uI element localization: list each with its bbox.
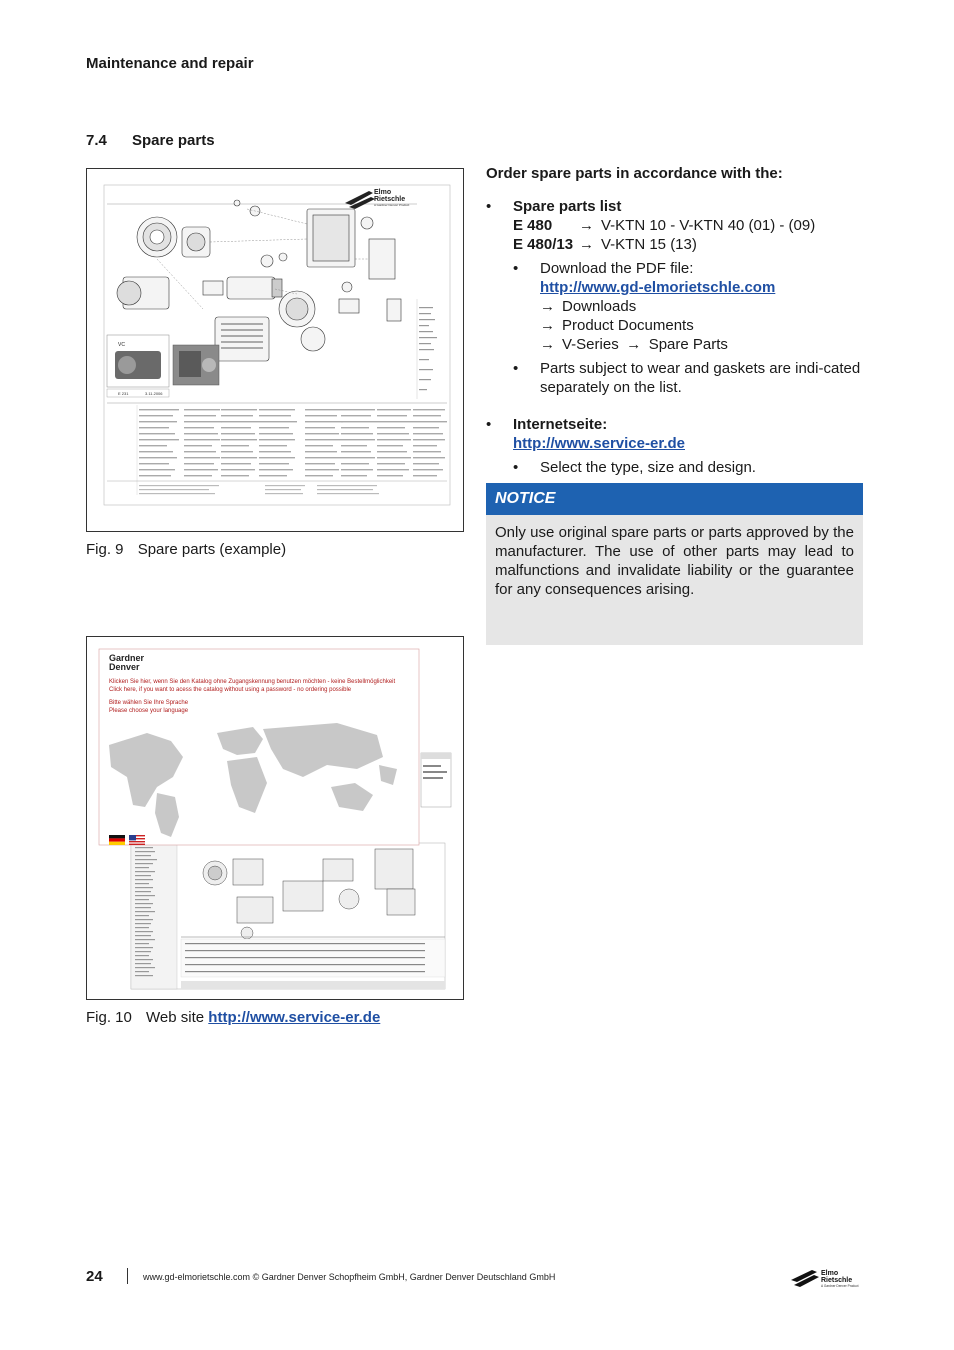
- arrow-right-icon: →: [540, 298, 555, 315]
- footer-site: www.gd-elmorietschle.com: [143, 1272, 251, 1282]
- spare-parts-list-item: [486, 197, 864, 397]
- order-intro: Order spare parts in accordance with the:: [486, 165, 783, 182]
- footer-copyright: © Gardner Denver Schopfheim GmbH, Gardner Denver Deutschland GmbH: [252, 1272, 556, 1282]
- service-er-link[interactable]: http://www.service-er.de: [513, 435, 685, 452]
- order-instructions: [486, 164, 864, 477]
- notice-body: Only use original spare parts or parts approved by the manufacturer. The use of other parts may lead to malfunctions and invalidate liability or the guarantee for any consequences arising.: [495, 524, 854, 598]
- section-heading: [86, 132, 215, 149]
- path-step: → V-Series → Spare Parts: [540, 336, 728, 353]
- svg-text:Rietschle: Rietschle: [374, 196, 406, 203]
- language-line-en: Please choose your language: [109, 708, 189, 714]
- path-step: → Product Documents: [540, 317, 694, 334]
- download-item: • Download the PDF file: http://www.gd-elmorietschle.com → Downloads → Product Documents → V-Series → Spare Parts: [513, 259, 864, 354]
- arrow-right-icon: →: [540, 336, 555, 353]
- svg-text:Elmo: Elmo: [821, 1270, 839, 1277]
- gardner-denver-logo-line2: Denver: [109, 662, 140, 672]
- german-flag-icon[interactable]: [109, 835, 125, 845]
- section-title: Spare parts: [132, 132, 215, 149]
- language-line-de: Bitte wählen Sie Ihre Sprache: [109, 700, 189, 706]
- internet-item: [486, 415, 864, 477]
- page-header: Maintenance and repair: [86, 55, 254, 72]
- service-er-link[interactable]: http://www.service-er.de: [208, 1009, 381, 1026]
- svg-text:Elmo: Elmo: [374, 189, 392, 196]
- arrow-right-icon: →: [540, 317, 555, 334]
- us-flag-icon[interactable]: [129, 835, 145, 845]
- arrow-right-icon: →: [626, 336, 642, 353]
- figure2-caption-text: Web site: [146, 1009, 205, 1026]
- e480-row: E 480 → V-KTN 10 - V-KTN 40 (01) - (09): [513, 217, 816, 234]
- notice-box: [486, 483, 863, 645]
- internet-title: • Internetseite:: [513, 416, 608, 433]
- e48013-row: E 480/13 → V-KTN 15 (13): [513, 236, 697, 253]
- figure1-caption-text: Spare parts (example): [137, 541, 287, 558]
- path-step: → Downloads: [540, 298, 637, 315]
- svg-text:Rietschle: Rietschle: [821, 1277, 853, 1284]
- svg-text:3.11.2006: 3.11.2006: [145, 391, 163, 396]
- section-number: 7.4: [86, 132, 107, 149]
- page-number: 24: [86, 1268, 103, 1285]
- model-label: VC: [118, 342, 125, 348]
- elmo-rietschle-logo-icon: [790, 1266, 866, 1288]
- gardner-denver-logo-line1: Gardner: [109, 653, 145, 663]
- catalog-line-en: Click here, if you want to acess the catalog without using a password - no ordering possible: [109, 687, 352, 693]
- website-screenshot-illustration: [87, 637, 464, 1000]
- arrow-right-icon: →: [579, 217, 594, 234]
- svg-text:A Gardner Denver Product: A Gardner Denver Product: [374, 203, 410, 207]
- arrow-right-icon: →: [579, 236, 594, 253]
- figure2-label: Fig. 10: [86, 1009, 132, 1026]
- select-type-item: • Select the type, size and design.: [513, 458, 864, 477]
- svg-text:E 231: E 231: [118, 391, 129, 396]
- svg-text:A Gardner Denver Product: A Gardner Denver Product: [821, 1284, 859, 1288]
- footer-logo: [790, 1266, 866, 1288]
- footer-divider: [127, 1268, 128, 1284]
- footer-text: [143, 1272, 555, 1282]
- spare-parts-list-title: • Spare parts list: [513, 198, 622, 215]
- figure1-label: Fig. 9: [86, 541, 124, 558]
- catalog-line-de: Klicken Sie hier, wenn Sie den Katalog ohne Zugangskennung benutzen möchten - keine Bestellmöglichkeit: [109, 679, 396, 685]
- figure1-caption: [86, 541, 286, 558]
- wear-parts-item: • Parts subject to wear and gaskets are indi-cated separately on the list.: [513, 359, 864, 397]
- notice-title: NOTICE: [486, 483, 863, 515]
- website-figure: [86, 636, 464, 1000]
- spare-parts-figure: [86, 168, 464, 532]
- figure2-caption: [86, 1009, 380, 1026]
- spare-parts-sheet-illustration: [87, 169, 464, 532]
- gd-elmorietschle-link[interactable]: http://www.gd-elmorietschle.com: [540, 279, 776, 296]
